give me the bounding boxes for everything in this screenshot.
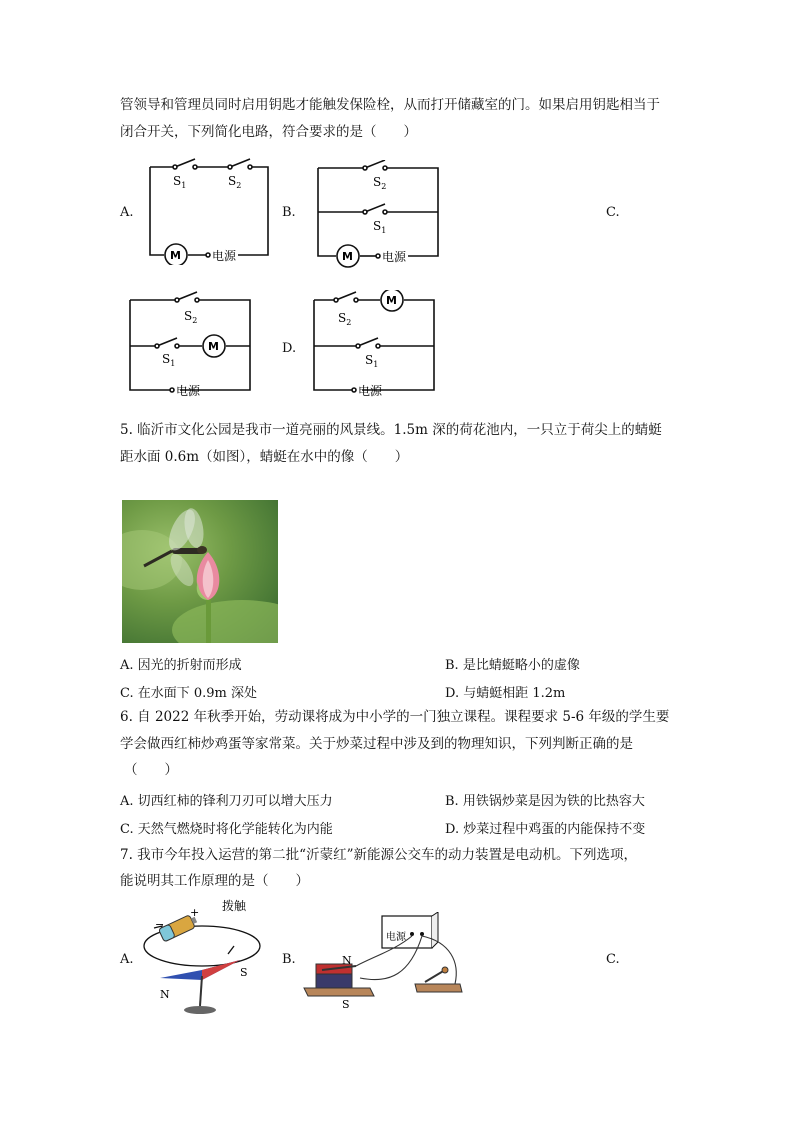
fig-a-s: S (240, 966, 248, 979)
q7-text-line2: 能说明其工作原理的是（ ） (120, 873, 309, 889)
circuit-d-motor: M (386, 294, 397, 307)
q4-option-a-label: A. (120, 205, 134, 220)
dragonfly-lotus-illustration (122, 500, 278, 643)
q4-text-line1: 管领导和管理员同时启用钥匙才能触发保险栓，从而打开储藏室的门。如果启用钥匙相当于 (120, 97, 660, 113)
q6-text-line3: （ ） (124, 762, 178, 778)
fig-a-touch-label: 拨触 (222, 899, 247, 913)
circuit-b-motor: M (342, 250, 353, 263)
motor-principle-figure (300, 912, 470, 1012)
fig-a-minus: − (155, 918, 165, 931)
q5-option-a: A. 因光的折射而形成 (120, 658, 242, 673)
circuit-a-s1: $S_1$ (173, 174, 187, 190)
q7-option-c-label: C. (606, 952, 620, 967)
circuit-a-s2: $S_2$ (228, 174, 242, 190)
circuit-b-power: 电源 (382, 250, 407, 264)
circuit-a-power: 电源 (212, 249, 237, 263)
q5-text-line2: 距水面 0.6m（如图），蜻蜓在水中的像（ ） (120, 449, 409, 465)
q5-option-b: B. 是比蜻蜓略小的虚像 (445, 658, 580, 673)
fig-b-n: N (342, 954, 352, 967)
q4-option-c-label: C. (606, 205, 620, 220)
q6-text-line2: 学会做西红柿炒鸡蛋等家常菜。关于炒菜过程中涉及到的物理知识，下列判断正确的是 (120, 736, 633, 752)
circuit-c-power: 电源 (176, 384, 201, 398)
q5-option-d: D. 与蜻蜓相距 1.2m (445, 686, 566, 701)
q7-option-b-label: B. (282, 952, 296, 967)
oersted-experiment-figure (140, 898, 270, 1023)
fig-b-power-label: 电源 (386, 932, 406, 943)
q6-option-d: D. 炒菜过程中鸡蛋的内能保持不变 (445, 822, 646, 837)
q4-option-b-label: B. (282, 205, 296, 220)
q6-option-c: C. 天然气燃烧时将化学能转化为内能 (120, 822, 333, 837)
circuit-c-diagram (122, 290, 257, 400)
circuit-d-s2: $S_2$ (338, 311, 352, 327)
q5-text-line1: 5. 临沂市文化公园是我市一道亮丽的风景线。1.5m 深的荷花池内，一只立于荷尖上的蜻蜓 (120, 422, 662, 438)
circuit-b-diagram (310, 160, 445, 270)
circuit-b-s2: $S_2$ (373, 175, 387, 191)
circuit-c-motor: M (208, 340, 219, 353)
q5-option-c: C. 在水面下 0.9m 深处 (120, 686, 258, 701)
q6-option-b: B. 用铁锅炒菜是因为铁的比热容大 (445, 794, 645, 809)
circuit-c-s2: $S_2$ (184, 309, 198, 325)
q4-option-d-label: D. (282, 341, 297, 356)
q6-option-a: A. 切西红柿的锋利刀刃可以增大压力 (120, 794, 333, 809)
circuit-d-diagram (310, 290, 445, 400)
fig-a-plus: + (190, 906, 200, 919)
q4-text-line2: 闭合开关，下列简化电路，符合要求的是（ ） (120, 124, 417, 140)
dragonfly-lotus-photo (122, 500, 278, 643)
fig-a-n: N (160, 988, 170, 1001)
q6-text-line1: 6. 自 2022 年秋季开始，劳动课将成为中小学的一门独立课程。课程要求 5-6 年级的学生要 (120, 709, 670, 725)
q7-text-line1: 7. 我市今年投入运营的第二批“沂蒙红”新能源公交车的动力装置是电动机。下列选项， (120, 847, 637, 863)
circuit-b-s1: $S_1$ (373, 219, 387, 235)
fig-b-s: S (342, 998, 350, 1011)
circuit-d-s1: $S_1$ (365, 353, 379, 369)
circuit-a-motor: M (170, 249, 181, 262)
circuit-a-diagram (140, 155, 275, 265)
circuit-c-s1: $S_1$ (162, 352, 176, 368)
q7-option-a-label: A. (120, 952, 134, 967)
circuit-d-power: 电源 (358, 384, 383, 398)
